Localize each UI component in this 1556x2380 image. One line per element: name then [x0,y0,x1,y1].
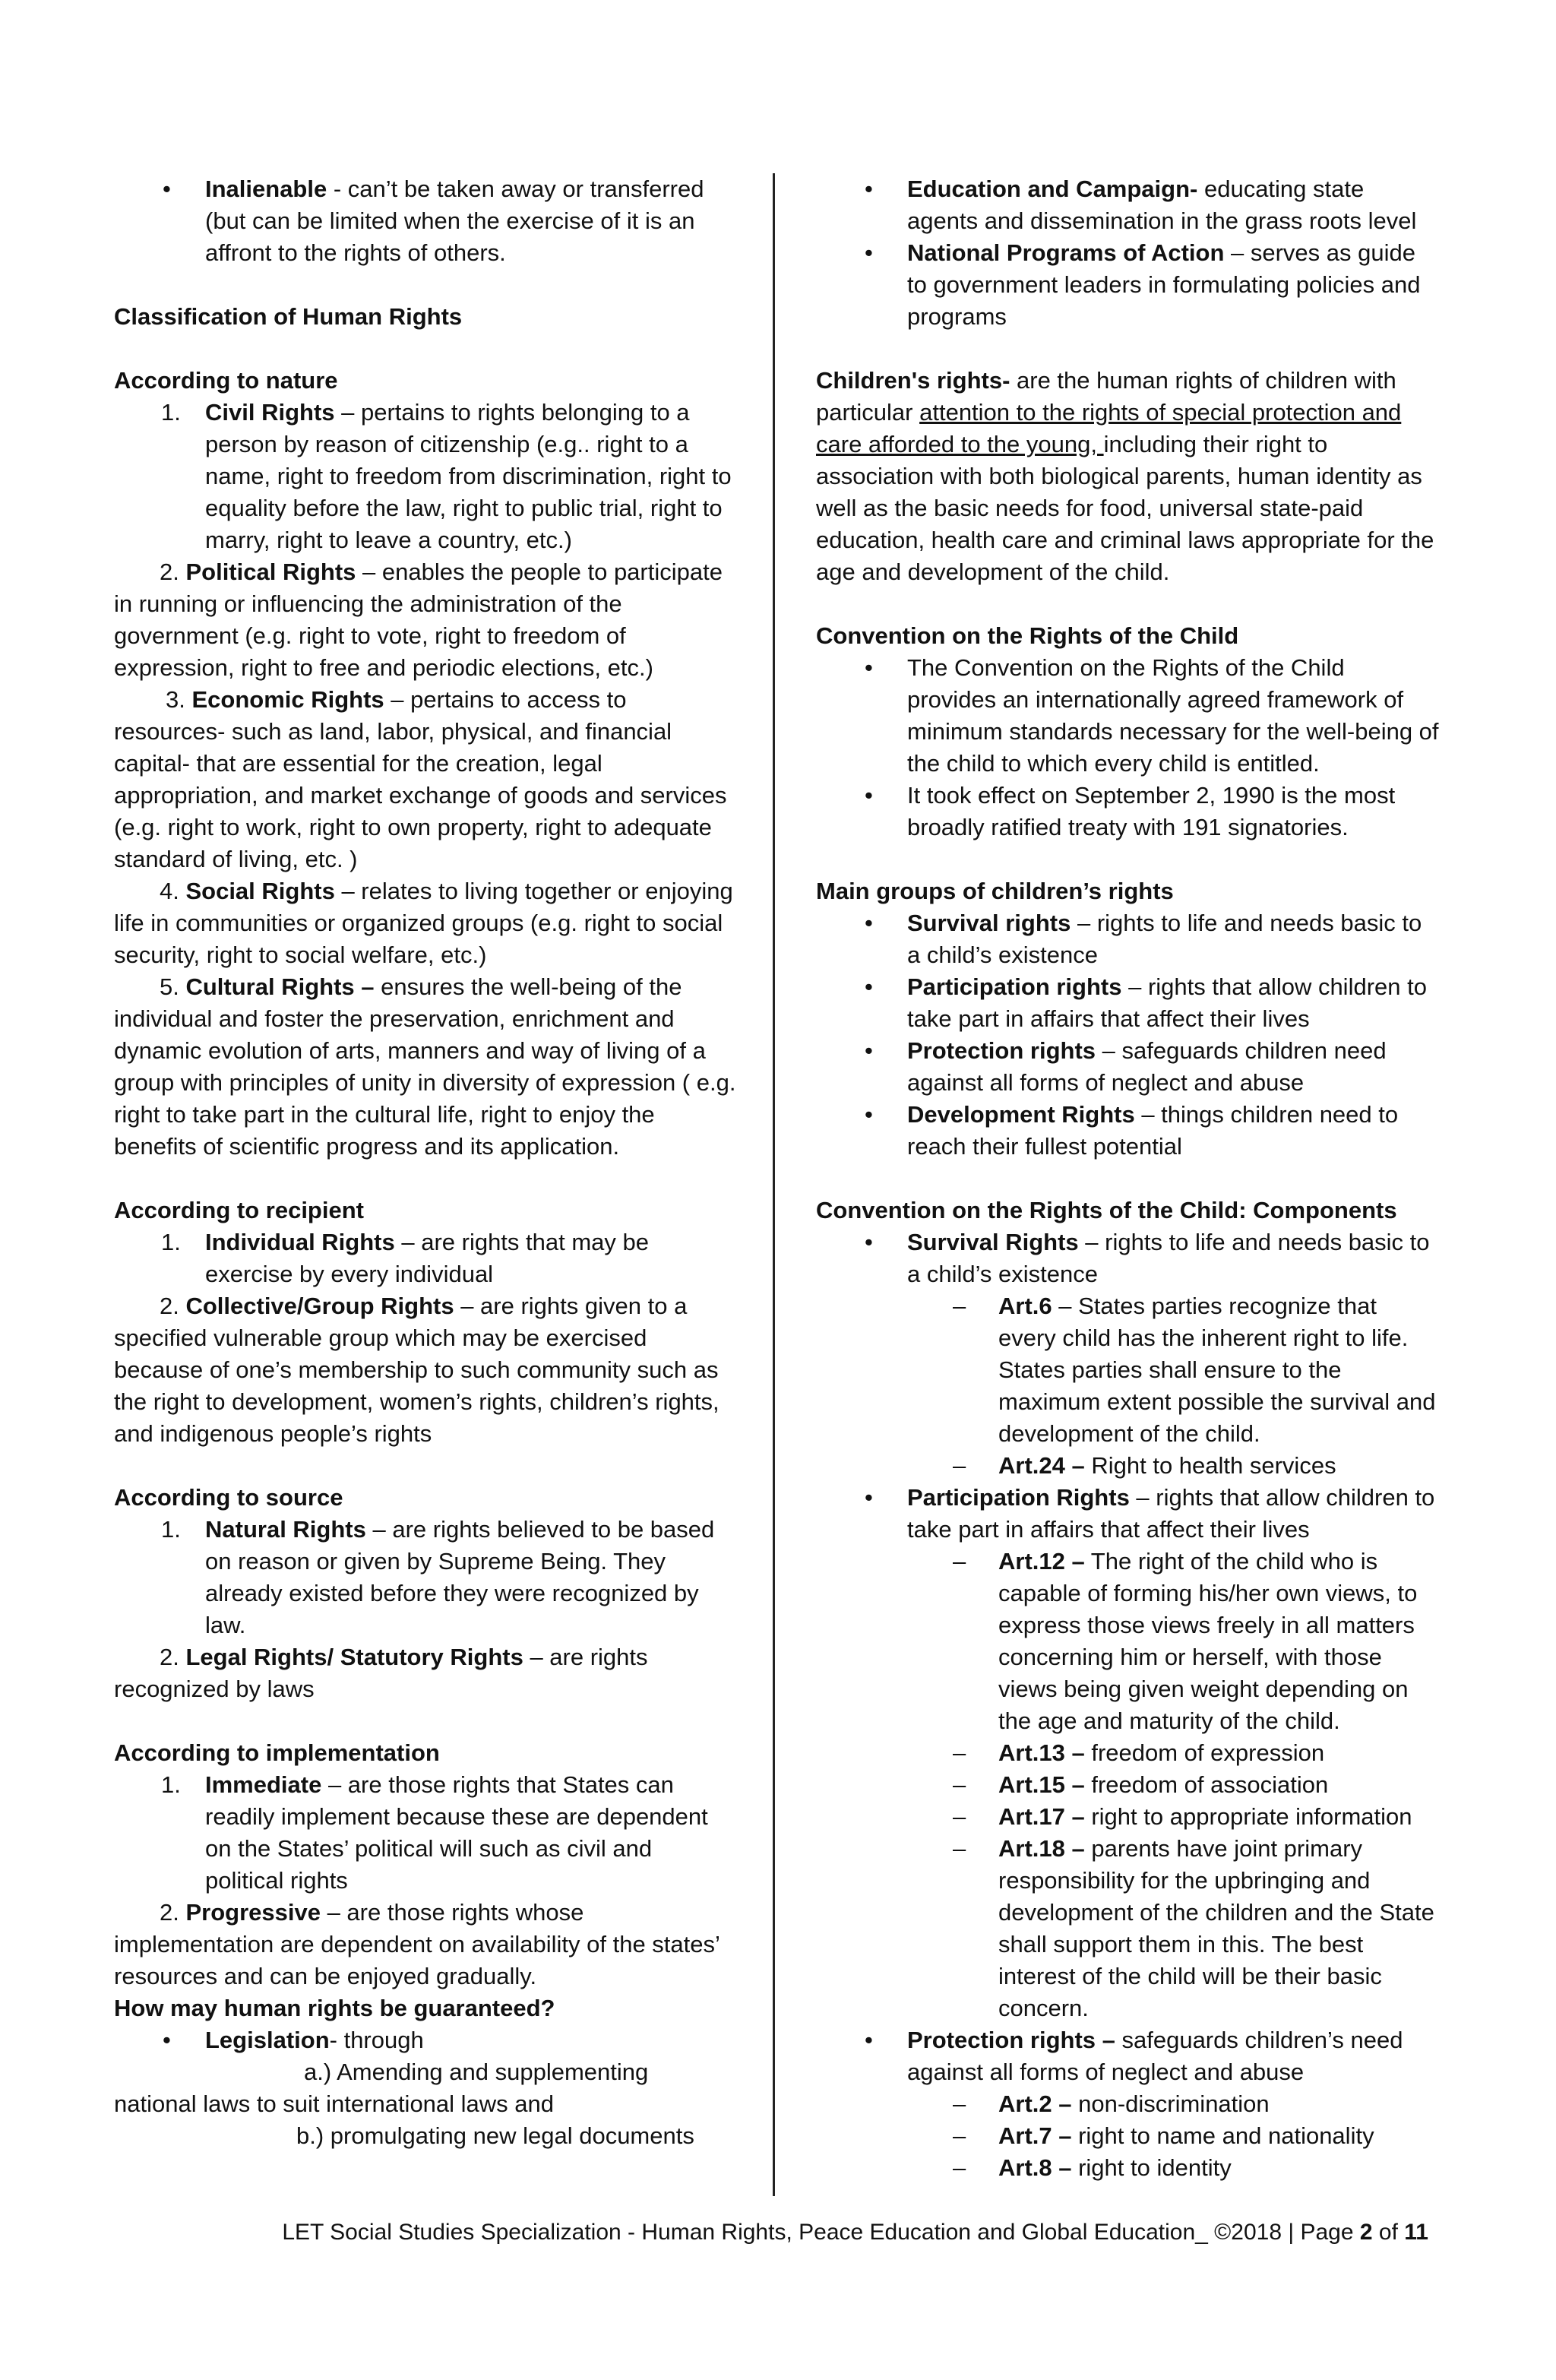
definition: – rights that allow children to take part in affairs that affect their lives [907,1484,1435,1543]
item-number: 5. [160,973,186,1000]
legislation-sub-a: a.) Amending and supplementing national laws to suit international laws and [114,2059,649,2117]
guarantee-heading: How may human rights be guaranteed? [114,1995,555,2021]
art2-item [816,2088,1439,2120]
definition: parents have joint primary responsibility for the upbringing and development of the children and the State shall support them in this. The best interest of the child will be their basic concern. [998,1835,1434,2021]
definition: The right of the child who is capable of forming his/her own views, to express those views freely in all matters concerning him or herself, with those views being given weight depending on the age and maturity of the child. [998,1548,1418,1734]
crc-heading: Convention on the Rights of the Child [816,622,1239,649]
collective-rights-item [114,1290,737,1450]
definition: – States parties recognize that every child has the inherent right to life. States parties shall ensure to the maximum extent possible the survival and development of the child. [998,1293,1436,1447]
definition: – rights to life and needs basic to a child’s existence [907,910,1422,968]
definition: – rights to life and needs basic to a child’s existence [907,1229,1430,1287]
definition: – are rights that may be exercise by every individual [205,1229,650,1287]
source-heading: According to source [114,1484,343,1511]
component-participation-item [816,1482,1439,1546]
art7-item [816,2120,1439,2152]
definition: – pertains to rights belonging to a person by reason of citizenship (e.g.. right to a name, right to freedom from discrimination, right to equality before the law, right to public trial, right to marry, right to leave a country, etc.) [205,399,732,553]
term: Protection rights [907,1037,1096,1064]
art12-item [816,1546,1439,1737]
item-number: 1. [161,1229,181,1255]
definition: – enables the people to participate in running or influencing the administration of the government (e.g. right to vote, right to freedom of expression, right to free and periodic elections, etc.) [114,559,723,681]
definition: – rights that allow children to take part in affairs that affect their lives [907,973,1427,1032]
footer-of: of [1372,2220,1405,2245]
page-footer [258,2217,1428,2248]
item-number: 3. [166,686,192,713]
term: Economic Rights [191,686,384,713]
item-number: 2. [160,1293,186,1319]
implementation-heading: According to implementation [114,1739,440,1766]
legislation-item [114,2024,737,2056]
component-survival-item [816,1226,1439,1290]
recipient-heading: According to recipient [114,1197,364,1223]
term: Inalienable [205,176,327,202]
group-participation-item [816,971,1439,1035]
term: Natural Rights [205,1516,366,1543]
definition: are the human rights of children with particular [816,367,1396,426]
term: Art.13 – [998,1739,1085,1766]
definition: – are those rights whose implementation are dependent on availability of the states’ resources and can be enjoyed gradually. [114,1899,719,1989]
definition: freedom of association [1084,1771,1329,1798]
progressive-item [114,1897,737,1992]
crc-bullet-1: • The Convention on the Rights of the Child provides an internationally agreed framework of minimum standards necessary for the well-being of the child to which every child is entitled. [816,652,1439,780]
item-number: 1. [161,399,181,426]
term: Art.18 – [998,1835,1085,1862]
item-number: 4. [160,878,186,904]
definition: including their right to association with both biological parents, human identity as well as the basic needs for food, universal state-paid education, health care and criminal laws appropriate for the age and development of the child. [816,431,1434,585]
definition: ensures the well-being of the individual and foster the preservation, enrichment and dynamic evolution of arts, manners and way of living of a group with principles of unity in diversity of expression ( e.g. right to take part in the cultural life, right to enjoy the benefits of scientific progress and its application. [114,973,736,1160]
definition: – are rights believed to be based on reason or given by Supreme Being. They already existed before they were recognized by law. [205,1516,715,1638]
definition: Right to health services [1084,1452,1336,1479]
childrens-rights-paragraph [816,365,1439,588]
footer-text: LET Social Studies Specialization - Human Rights, Peace Education and Global Education_ ©2018 | Page [282,2220,1360,2245]
art18-item [816,1833,1439,2024]
term: Protection rights – [907,2027,1115,2053]
term: Political Rights [185,559,356,585]
page-total: 11 [1404,2220,1428,2245]
political-rights-item [114,556,737,684]
group-protection-item [816,1035,1439,1099]
term: Legislation [205,2027,330,2053]
item-number: 2. [160,1644,186,1670]
term: Art.7 – [998,2122,1072,2149]
cultural-rights-item [114,971,737,1163]
page-number: 2 [1359,2220,1373,2245]
definition: – are those rights that States can readily implement because these are dependent on the States’ political will such as civil and political rights [205,1771,708,1894]
definition: right to name and nationality [1071,2122,1374,2149]
term: Social Rights [185,878,335,904]
natural-rights-item [114,1514,737,1641]
left-column [114,173,737,2152]
item-number: 2. [160,559,186,585]
group-development-item [816,1099,1439,1163]
term: Civil Rights [205,399,335,426]
definition: – serves as guide to government leaders in formulating policies and programs [907,239,1421,330]
npa-item [816,237,1439,333]
term: Art.24 – [998,1452,1085,1479]
legislation-sub-b: b.) promulgating new legal documents [296,2122,694,2149]
term: Art.2 – [998,2090,1072,2117]
art15-item [816,1769,1439,1801]
column-divider [773,173,775,2196]
definition: freedom of expression [1084,1739,1325,1766]
immediate-item [114,1769,737,1897]
inalienable-item [114,173,737,269]
term: Collective/Group Rights [185,1293,454,1319]
definition: – pertains to access to resources- such as land, labor, physical, and financial capital- that are essential for the creation, legal appropriation, and market exchange of goods and services (e.g. right to work, right to own property, right to adequate standard of living, etc. ) [114,686,727,872]
term: Children's rights- [816,367,1010,394]
term: Individual Rights [205,1229,395,1255]
item-number: 2. [160,1899,186,1926]
components-heading: Convention on the Rights of the Child: Components [816,1197,1397,1223]
definition: right to appropriate information [1084,1803,1412,1830]
term: Progressive [185,1899,321,1926]
term: National Programs of Action [907,239,1225,266]
underlined-text: attention to the rights of special protection and care afforded to the young, [816,399,1402,457]
definition: – relates to living together or enjoying life in communities or organized groups (e.g. right to social security, right to social welfare, etc.) [114,878,733,968]
definition: – things children need to reach their fullest potential [907,1101,1399,1160]
definition: non-discrimination [1071,2090,1270,2117]
definition: right to identity [1071,2154,1232,2181]
definition: – are rights recognized by laws [114,1644,648,1702]
art13-item [816,1737,1439,1769]
definition: safeguards children’s need against all forms of neglect and abuse [907,2027,1403,2085]
term: Education and Campaign- [907,176,1198,202]
term: Legal Rights/ Statutory Rights [185,1644,523,1670]
definition: educating state agents and dissemination in the grass roots level [907,176,1417,234]
term: Art.15 – [998,1771,1085,1798]
nature-heading: According to nature [114,367,338,394]
term: Art.6 [998,1293,1052,1319]
term: Art.17 – [998,1803,1085,1830]
crc-bullet-2: • It took effect on September 2, 1990 is the most broadly ratified treaty with 191 signatories. [816,780,1439,843]
term: Cultural Rights – [185,973,375,1000]
item-number: 1. [161,1771,181,1798]
classification-heading: Classification of Human Rights [114,303,463,330]
education-item [816,173,1439,237]
term: Immediate [205,1771,322,1798]
definition: – safeguards children need against all forms of neglect and abuse [907,1037,1387,1096]
art6-item [816,1290,1439,1450]
social-rights-item [114,875,737,971]
term: Art.12 – [998,1548,1085,1575]
term: Survival rights [907,910,1071,936]
component-protection-item [816,2024,1439,2088]
economic-rights-item [114,684,737,875]
individual-rights-item [114,1226,737,1290]
group-survival-item [816,907,1439,971]
term: Participation Rights [907,1484,1130,1511]
term: Survival Rights [907,1229,1079,1255]
legal-rights-item [114,1641,737,1705]
groups-heading: Main groups of children’s rights [816,878,1174,904]
term: Art.8 – [998,2154,1072,2181]
art8-item [816,2152,1439,2184]
right-column [816,173,1439,2184]
civil-rights-item [114,397,737,556]
definition: – are rights given to a specified vulnerable group which may be exercised because of one’s membership to such community such as the right to development, women’s rights, children’s rights, and indigenous people’s rights [114,1293,719,1447]
term: Participation rights [907,973,1122,1000]
definition: - can’t be taken away or transferred (but can be limited when the exercise of it is an affront to the rights of others. [205,176,704,266]
art17-item [816,1801,1439,1833]
term: Development Rights [907,1101,1135,1128]
art24-item [816,1450,1439,1482]
definition: - through [329,2027,424,2053]
item-number: 1. [161,1516,181,1543]
